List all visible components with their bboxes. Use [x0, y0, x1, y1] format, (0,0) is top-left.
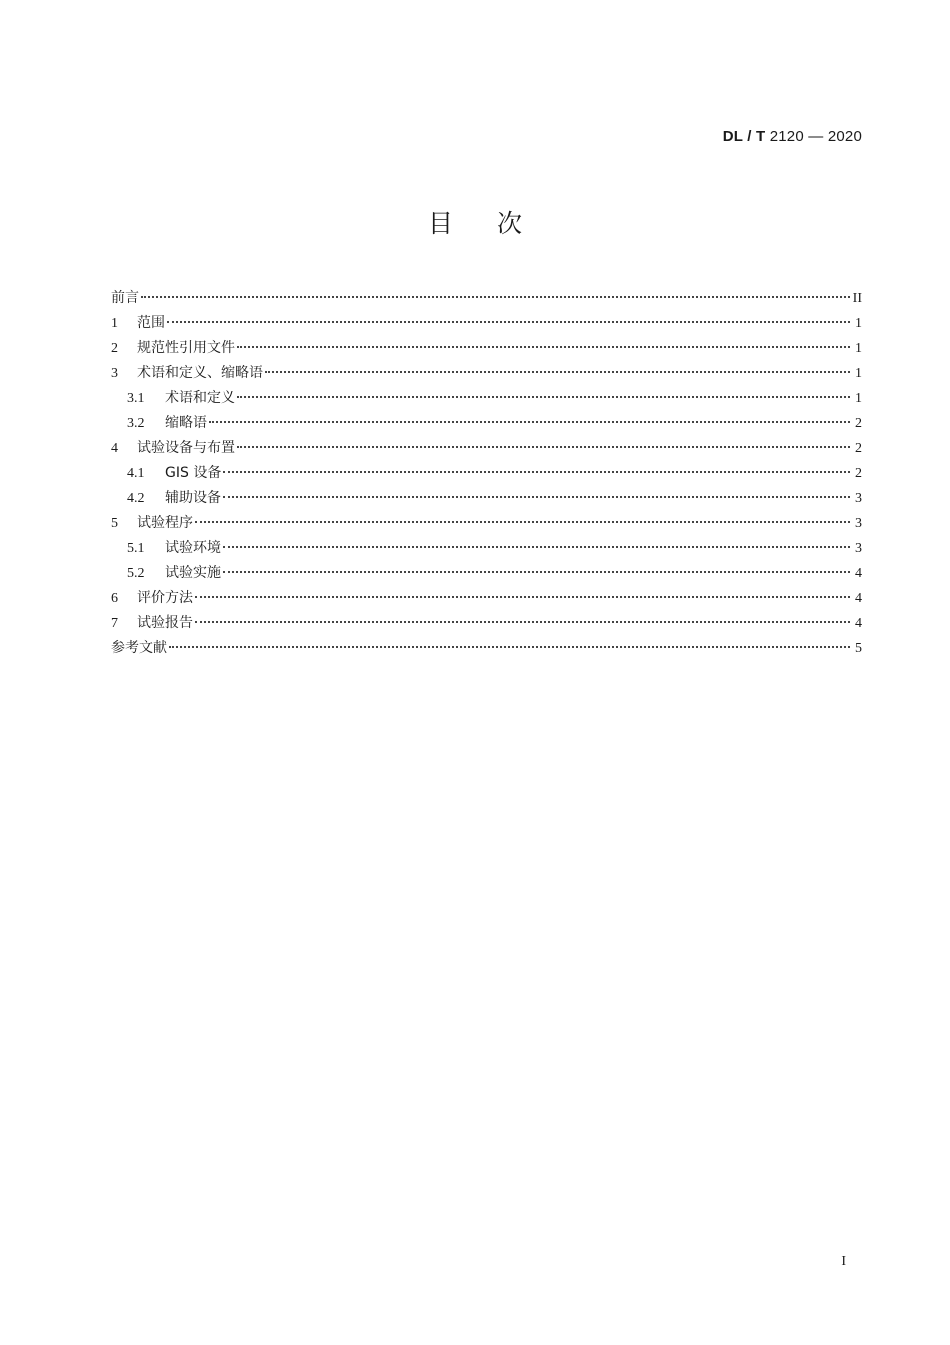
toc-entry-number: 2	[111, 341, 118, 356]
toc-entry-label: 试验实施	[165, 565, 221, 581]
toc-entry-number: 3.1	[127, 391, 145, 406]
toc-entry-page: 1	[855, 316, 862, 331]
toc-entry[interactable]	[111, 411, 862, 436]
toc-entry-page: 3	[855, 516, 862, 531]
toc-entry-page: 4	[855, 616, 862, 631]
toc-entry[interactable]	[111, 311, 862, 336]
toc-entry[interactable]	[111, 486, 862, 511]
toc-entry-page: 2	[855, 466, 862, 481]
toc-entry-page: 3	[855, 491, 862, 506]
toc-entry-label: 评价方法	[137, 590, 193, 606]
toc-entry-page: 3	[855, 541, 862, 556]
toc-entry-label: 术语和定义、缩略语	[137, 365, 263, 381]
toc-entry[interactable]	[111, 286, 862, 311]
toc-entry[interactable]	[111, 336, 862, 361]
toc-entry[interactable]	[111, 361, 862, 386]
toc-leader-dots	[223, 571, 850, 573]
toc-entry-label: 试验设备与布置	[137, 440, 235, 456]
toc-entry[interactable]	[111, 611, 862, 636]
toc-entry-label: 规范性引用文件	[137, 340, 235, 356]
toc-entry-number: 5	[111, 516, 118, 531]
toc-leader-dots	[195, 621, 850, 623]
toc-leader-dots	[141, 296, 850, 298]
toc-entry[interactable]	[111, 586, 862, 611]
page-number: I	[841, 1254, 846, 1269]
toc-entry-number: 4	[111, 441, 118, 456]
toc-entry-number: 4.1	[127, 466, 145, 481]
toc-entry-page: II	[852, 291, 862, 306]
toc-entry-page: 4	[855, 591, 862, 606]
toc-entry-page: 2	[855, 416, 862, 431]
document-code-prefix: DL / T	[722, 128, 766, 145]
toc-leader-dots	[223, 496, 850, 498]
toc-leader-dots	[237, 346, 850, 348]
toc-leader-dots	[209, 421, 850, 423]
toc-entry-number: 3	[111, 366, 118, 381]
toc-entry-page: 4	[855, 566, 862, 581]
toc-entry-page: 5	[855, 641, 862, 656]
toc-entry-number: 7	[111, 616, 118, 631]
page-title: 目次	[427, 209, 566, 238]
toc-entry-number: 4.2	[127, 491, 145, 506]
toc-entry-label: 前言	[111, 290, 139, 306]
toc-entry-number: 5.1	[127, 541, 145, 556]
document-code-number: 2120 — 2020	[769, 128, 862, 145]
toc-entry[interactable]	[111, 511, 862, 536]
toc-entry-label: GIS 设备	[165, 465, 222, 481]
toc-leader-dots	[237, 396, 850, 398]
toc-entry-page: 1	[855, 391, 862, 406]
toc-entry-label: 术语和定义	[165, 390, 235, 406]
toc-entry-label: 范围	[137, 315, 165, 331]
toc-leader-dots	[237, 446, 850, 448]
toc-entry-label: 试验报告	[137, 615, 193, 631]
toc-entry-page: 1	[855, 366, 862, 381]
toc-leader-dots	[195, 596, 850, 598]
document-code	[723, 128, 862, 145]
toc-leader-dots	[223, 546, 850, 548]
toc-entry[interactable]	[111, 461, 862, 486]
table-of-contents	[111, 286, 862, 661]
toc-entry-label: 辅助设备	[165, 490, 221, 506]
toc-entry-label: 试验程序	[137, 515, 193, 531]
toc-leader-dots	[265, 371, 850, 373]
toc-entry[interactable]	[111, 536, 862, 561]
toc-entry[interactable]	[111, 636, 862, 661]
toc-entry-label: 试验环境	[165, 540, 221, 556]
toc-entry[interactable]	[111, 386, 862, 411]
toc-entry-label: 参考文献	[111, 640, 167, 656]
toc-entry[interactable]	[111, 436, 862, 461]
toc-leader-dots	[169, 646, 850, 648]
toc-leader-dots	[195, 521, 850, 523]
toc-entry-page: 1	[855, 341, 862, 356]
toc-entry-number: 6	[111, 591, 118, 606]
toc-entry-label: 缩略语	[165, 415, 207, 431]
toc-entry-number: 5.2	[127, 566, 145, 581]
toc-entry-number: 3.2	[127, 416, 145, 431]
toc-entry-page: 2	[855, 441, 862, 456]
toc-leader-dots	[167, 321, 850, 323]
toc-entry[interactable]	[111, 561, 862, 586]
toc-leader-dots	[223, 471, 850, 473]
toc-entry-number: 1	[111, 316, 118, 331]
